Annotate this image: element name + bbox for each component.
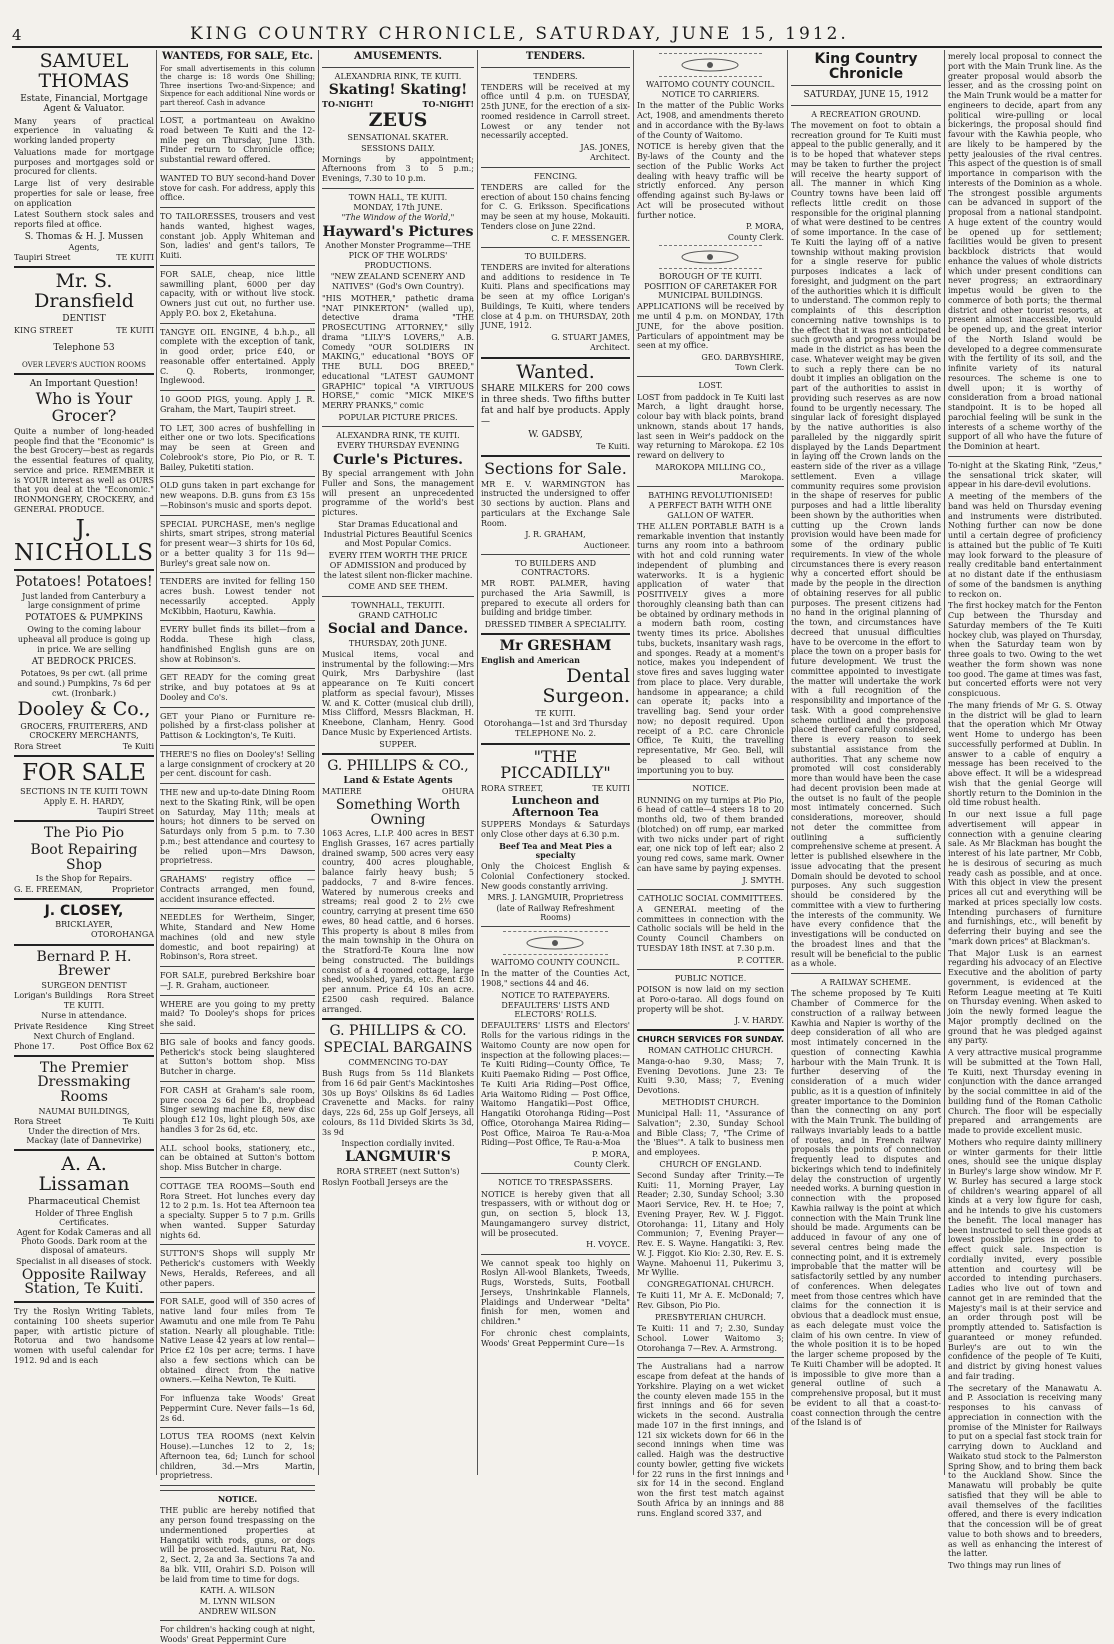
bath-heading: BATHING REVOLUTIONISED!: [648, 491, 773, 501]
wcc-heading: DEFAULTERS' LISTS AND ELECTORS' ROLLS.: [501, 1000, 610, 1020]
trespass-heading: NOTICE TO TRESPASSERS.: [498, 1178, 613, 1188]
sections-signature: J. R. GRAHAM,: [525, 530, 586, 540]
ad-divider: [160, 390, 315, 391]
carriers-text: NOTICE is hereby given that the By-laws of the County and the section of the Public Works Act dealing with heavy traffic will be strictly enforced. Any person offending against such By-laws or Act will be prosecuted without further notice.: [637, 142, 784, 220]
piopio-proprietor-label: Proprietor: [111, 884, 154, 894]
piopio-title: The Pio Pio: [43, 825, 125, 842]
social-supper: SUPPER.: [379, 739, 417, 749]
classified-ad: GET your Piano or Furniture re-polished by a first-class polisher at Pattison & Lockington's, Te Kuiti.: [160, 711, 315, 741]
lost-heading: LOST.: [698, 381, 723, 391]
column-rule: [318, 50, 319, 1475]
closey-subtitle: BRICKLAYER,: [55, 920, 113, 930]
wcc-title: WAITOMO COUNTY COUNCIL.: [490, 958, 621, 968]
phillips-location: MATIERE: [322, 786, 362, 796]
brewer-title: Bernard P. H. Brewer: [36, 948, 132, 980]
ad-divider: [160, 169, 315, 170]
hayward-text: "HIS MOTHER," pathetic drama "NAT PINKERTON" (walled up), detective drama "THE PROSECUTING ATTORNEY," silly drama "LILY'S LOVERS," A.B. Comedy "OUR SOLDIERS IN MAKING," educational "BOYS OF THE BULL DOG BREED," educational "LATEST GAUMONT GRAPHIC" topical "A VIRTUOUS HORSE," comic "MICK MIKE'S MERRY PRANKS," comic: [322, 293, 474, 411]
recreation-text: The movement on foot to obtain a recreation ground for Te Kuiti must appeal to the public generally, and it is to be hoped that whatever steps may be taken to further the project will receive the hearty support of all. The manner in which King Country towns have been laid off reflects little credit on those responsible for the original planning of what were destined to be centres of some importance. In the case of Te Kuiti the laying off of a native township without making provision for a single reserve for public purposes indicates a lack of foresight, and judgment on the part of the authorities which it is difficult to understand. The common reply to complaints of this description concerning native townships is to the effect that it was not anticipated such growth and progress would be made in the district as has been the case. Whatever weight may be given to such a reply there can be no doubt it implies an obligation on the part of the authorities to assist in providing such reserves as are now found to be urgently necessary. The singular lack of foresight displayed by the native authorities is also paralleled by the niggardly spirit displayed by the Lands Department in laying off the Crown lands on the eastern side of the river as a village settlement. Even a village community requires some provision in the shape of reserves for public purposes and had a little liberality been shown by the authorities when cutting up the Crown lands provision would have been made for some of the ordinary public requirements. In view of the whole circumstances there is every reason why a concerted effort should be made by the people in the direction of obtaining reserves for all public purposes. The present citizens had no hand in the original planning of the town, and circumstances have decreed that unusual difficulties have to be overcome in the effort to place the town on a proper basis for future development. We trust the committee appointed to investigate the matter will undertake the work with a full recognition of the responsibility and importance of the task. With a good comprehensive scheme outlined and the proposal placed thereof carefully considered, there is every reason to seek substantial assistance from the authorities. That any scheme now promoted will cost considerably more than would have been the case had decent provision been made at the outset is no fault of the people most intimately concerned. Such considerations, moreover, should not deter the committee from outlining a sufficiently comprehensive scheme at present. A letter is published elsewhere in the issue advocating that the present Domain should be devoted to school purposes. Any such suggestion should be considered by the committee with a view to furthering the interests of the community. We have every confidence that the investigations will be conducted on the broadest lines and that the result will be beneficial to the public as a whole.: [791, 120, 941, 969]
phillips-subtitle: Land & Estate Agents: [343, 775, 453, 786]
forsale-agent-street: Taupiri Street: [97, 807, 154, 817]
column-rule: [633, 50, 634, 1475]
rink-tonight: TO-NIGHT!: [422, 99, 474, 110]
premier-management: Under the direction of Mrs. Mackay (late of Dannevirke): [26, 1127, 142, 1146]
column-7: [948, 50, 1102, 1570]
langmuir-title: LANGMUIR'S: [345, 1149, 451, 1166]
classified-ad: THE new and up-to-date Dining Room next to the Skating Rink, will be open on Saturday, May 11th; meals at hours; hot dinners to be served on Saturdays only from 5 p.m. to 7.30 p.m.; best attendance and courtesy to be relied upon—Mrs Dawson, proprietress.: [160, 788, 315, 866]
notice-heading: NOTICE.: [692, 784, 729, 794]
ad-divider: [160, 620, 315, 621]
ad-divider: [160, 1033, 315, 1034]
church-rc-heading: ROMAN CATHOLIC CHURCH.: [647, 1045, 774, 1055]
brewer-residence-note: Next Church of England.: [33, 1031, 135, 1041]
ad-divider: [160, 1427, 315, 1428]
piccadilly-specialty: Beef Tea and Meat Pies a specialty: [499, 840, 612, 861]
ad-divider: [160, 1081, 315, 1082]
ad-divider: [160, 1389, 315, 1390]
classified-ad: WANTED TO BUY second-hand Dover stove for cash. For address, apply this office.: [160, 173, 315, 203]
potatoes-text: Owing to the coming labour upheaval all produce is going up in price. We are selling: [17, 625, 151, 654]
gresham-subtitle: English and American: [481, 655, 580, 666]
classified-ad: WHERE are you going to my pretty maid? To Dooley's shops for prices she said.: [160, 999, 315, 1029]
borough-seal-icon: [659, 245, 762, 269]
wanted-text: SHARE MILKERS for 200 cows in three sheds. Two fifths butter fat and half bye products. Apply—: [481, 384, 630, 428]
tender1-text: TENDERS will be received at my office until 4 p.m. on TUESDAY, 25th JUNE, for the erection of a six-roomed residence in Carroll street. Lowest or any tender not necessarily accepted.: [481, 82, 630, 141]
cricket-text: The Australians had a narrow escape from defeat at the hands of Yorkshire. Playing on a wet wicket the county eleven made 155 in the first innings and 66 for seven wickets in the second. Australia made 107 in the first innings, and 121 six wickets down for 66 in the second innings when time was called. Haigh was the destructive county bowler, getting five wickets for 22 runs in the first innings and six for 14 in the second. England won the first test match against South Africa by an innings and 88 runs. England scored 337, and: [637, 1362, 784, 1518]
phillips-text: 1063 Acres, L.I.P. 400 acres in BEST English Grasses, 167 acres partially drained swamp, 500 acres very easy country, 400 acres ploughable, balance fairly heavy bush; 5 paddocks, 7 and 8-wire fences. Watered by numerous creeks and streams; real good 2 to 2½ cwe country, carrying at present time 650 ewes, 80 head cattle, and 6 horses. This property is about 8 miles from the main township in the Ohura on the Stratford-Te Koura line now being constructed. The buildings consist of a 4 roomed cottage, large shed, woolshed, yards, etc. Rent £30 per annum. Price £4 10s an acre. £2500 cash required. Balance arranged.: [322, 829, 474, 1014]
bath-subheading: A PERFECT BATH WITH ONE GALLON OF WATER.: [649, 501, 772, 520]
potatoes-text: Potatoes, 9s per cwt. (all prime and sound.) Pumpkins, 7s 6d per cwt. (Ironbark.): [17, 669, 151, 698]
carriers-text: In the matter of the Public Works Act, 1908, and amendments thereto and in accordance with the By-laws of the County of Waitomo.: [637, 101, 784, 140]
notice-heading: NOTICE.: [217, 1494, 258, 1505]
county-seal-icon: [503, 931, 607, 955]
ad-divider: [160, 870, 315, 871]
social-title: Social and Dance.: [327, 621, 469, 637]
gresham-location: TE KUITI.: [535, 709, 576, 719]
public-notice-signature: J. V. HARDY.: [734, 1016, 784, 1026]
classified-ad: ALL school books, stationery, etc., can be obtained at Sutton's bottom shop. Miss Butcher in charge.: [160, 1143, 315, 1173]
bargains-text: Bush Rugs from 5s 11d Blankets from 16 6d pair Gent's Mackintoshes 30s up Boys' Oilskins 8s 6d Ladies Cravenette and Macks. for rainy days, 22s 6d, 25s up Golf Jerseys, all colours, 8s 11d Divided Skirts 3s 3d, 3s 9d: [322, 1069, 474, 1137]
ad-divider: [160, 419, 315, 420]
caretaker-text: APPLICATIONS will be received by me until 4 p.m. on MONDAY, 17th JUNE, for the above position. Particulars of appointment may be seen at my office.: [637, 302, 784, 351]
roslyn-text: We cannot speak too highly on Roslyn All-wool Blankets, Tweeds, Rugs, Worsteds, Suits, Football Jerseys, Unshrinkable Flannels, Plaidings and Underwear "Delta" finish for men, women and children.": [481, 1258, 630, 1327]
phillips2-title: G. PHILLIPS & CO.: [329, 1023, 467, 1040]
lissaman-location: Opposite Railway Station, Te Kuiti.: [21, 1266, 147, 1298]
church-methodist-heading: METHODIST CHURCH.: [661, 1097, 760, 1107]
hall-quote: "The Window of the World,": [341, 213, 455, 223]
fencing-text: TENDERS are called for the erection of about 150 chains fencing for C. G. Eriksson. Specifications may be seen at my house, Mokauiti. Tenders close on June 22nd.: [481, 182, 630, 231]
langmuir-text: Roslyn Football Jerseys are the: [322, 1178, 448, 1188]
thomas-text: Many years of practical experience in valuating & working landed property: [14, 116, 154, 146]
thomas-signature: S. Thomas & H. J. Mussen: [24, 231, 144, 242]
hall-date: MONDAY, 17th JUNE.: [353, 203, 443, 213]
rink-title: Skating! Skating!: [328, 81, 468, 98]
classified-ad: 10 GOOD PIGS, young. Apply J. R. Graham, the Mart, Taupiri street.: [160, 395, 315, 414]
church-presbyterian-text: Te Kuiti: 11 and 7; 2.30, Sunday School. Lower Waitomo 3; Otorohanga 7—Rev. A. Armstrong.: [637, 1324, 784, 1353]
running-head: KING COUNTRY CHRONICLE, SATURDAY, JUNE 15, 1912.: [190, 24, 849, 44]
curle-text: COME AND SEE THEM.: [348, 582, 448, 592]
notice-signature: J. SMYTH.: [742, 875, 784, 885]
classified-ad: BIG sale of books and fancy goods. Petherick's stock being slaughtered at Sutton's bottom shop. Miss Butcher in charge.: [160, 1037, 315, 1077]
classified-ad: TENDERS are invited for felling 150 acres bush. Lowest tender not necessarily accepted. Apply McKibbin, Haoturu, Kawhia.: [160, 577, 315, 616]
classified-ad: GRAHAMS' registry office — Contracts arranged, men found, accident insurance effected.: [160, 875, 315, 904]
wcc-signature-title: County Clerk.: [573, 1160, 630, 1170]
sections-text: MR E. V. WARMINGTON has instructed the undersigned to offer 30 sections by auction. Plans and particulars at the Exchange Sale Room.: [481, 479, 630, 528]
catholic-signature: P. COTTER.: [737, 955, 784, 965]
ad-divider: [160, 207, 315, 208]
column-3: [322, 50, 474, 1475]
column-4: [481, 50, 630, 1475]
premier-town: Te Kuiti: [122, 1117, 154, 1126]
gresham-heading: Dental Surgeon.: [542, 665, 630, 708]
ad-divider: [160, 265, 315, 266]
phillips-location: OHURA: [441, 786, 474, 796]
ad-divider: [160, 323, 315, 324]
borough-title: BOROUGH OF TE KUITI.: [659, 271, 762, 281]
tender1-signature-title: Architect.: [590, 153, 630, 163]
gresham-title: Mr GRESHAM: [499, 638, 612, 655]
church-methodist-text: Municipal Hall: 11, "Assurance of Salvation"; 2.30, Sunday School and Bible Class; 7, "The Crime of the 'Blues'". A talk to business men and employees.: [637, 1109, 784, 1157]
brewer-residence-street: King Street: [107, 1021, 154, 1031]
classified-ad: NEEDLES for Wertheim, Singer, White, Standard and New Home machines (old and new style domestic, and boot repairing) at Robinson's, Rora street.: [160, 913, 315, 962]
church-rc-text: Manga-o-hao 9.30, Mass; 7, Evening Devotions. June 23: Te Kuiti 9.30, Mass; 7, Evening Devotions.: [637, 1056, 784, 1096]
ad-divider: [160, 908, 315, 909]
ad-divider: [160, 668, 315, 669]
carriers-heading: NOTICE TO CARRIERS.: [661, 90, 760, 100]
church-presbyterian-heading: PRESBYTERIAN CHURCH.: [655, 1312, 766, 1322]
rosslyn-text: Try the Roslyn Writing Tablets, containing 100 sheets superior paper, with artistic picture of Rotorua and two handsome women with useful calendar for 1912. 9d and is each: [14, 1307, 154, 1365]
lissaman-text: Agent for Kodak Cameras and all Photo Goods. Dark room at the disposal of amateurs.: [16, 1227, 152, 1256]
gresham-days: Otorohanga—1st and 3rd Thursday: [483, 719, 628, 729]
hayward-title: Hayward's Pictures: [322, 223, 474, 240]
classified-ad: COTTAGE TEA ROOMS—South end Rora Street. Hot lunches every day 12 to 2 p.m. 1s. Hot tea Afternoon tea a specialty. Supper 5 to 7 p.m. Grills when wanted. Supper Saturday nights 6d.: [160, 1181, 315, 1240]
classified-ad: TO TAILORESSES, trousers and vest hands wanted, highest wages, constant job. Apply Whiteman and Son, ladies' and gent's tailors, Te Kuiti.: [160, 212, 315, 261]
notice-signature: ANDREW WILSON: [198, 1606, 277, 1616]
local-note: To-night at the Skating Rink, "Zeus," the sensational trick skater, will appear in his dare-devil evolutions.: [948, 460, 1102, 490]
column-2: [160, 50, 315, 1644]
railway-heading: A RAILWAY SCHEME.: [821, 978, 911, 988]
brewer-nurse: Nurse in attendance.: [41, 1011, 127, 1021]
tender1-heading: TENDERS.: [533, 71, 578, 81]
gresham-telephone: TELEPHONE No. 2.: [514, 729, 597, 739]
trespass-signature: H. VOYCE.: [586, 1240, 630, 1250]
potatoes-title: Potatoes! Potatoes!: [15, 573, 153, 590]
classified-ad: FOR CASH at Graham's sale room, pure cocoa 2s 6d per lb., dropbead Singer sewing machine £8, new disc plough £12 10s, light plough 50s, axe handles 3 for 2s 6d, etc.: [160, 1085, 315, 1134]
thomas-agents: Agents,: [68, 243, 100, 253]
phillips-heading: Something Worth Owning: [335, 796, 461, 828]
nicholls-title: J. NICHOLLS: [14, 515, 155, 566]
builders-signature-title: Architect.: [590, 343, 630, 353]
langmuir-location: RORA STREET (next Sutton's): [336, 1167, 460, 1177]
sections-title: Sections for Sale.: [484, 458, 627, 478]
dooley-subtitle: GROCERS, FRUITERERS, AND CROCKERY MERCHANTS,: [20, 722, 148, 741]
zeus-subtitle: SENSATIONAL SKATER.: [347, 133, 449, 143]
classified-ad: TANGYE OIL ENGINE, 4 b.h.p., all complete with the exception of tank, in good order, price £40, or reasonable offer entertained. Apply C. Q. Roberts, ironmonger, Inglewood.: [160, 327, 315, 386]
thomas-text: Valuations made for mortgage purposes and mortgages sold or procured for clients.: [14, 147, 154, 177]
notice-signature: KATH. A. WILSON: [200, 1586, 275, 1596]
column-1: [14, 50, 154, 1475]
roslyn-text: For chronic chest complaints, Woods' Great Peppermint Cure—1s: [481, 1328, 630, 1348]
premier-title: The Premier Dressmaking Rooms: [37, 1059, 131, 1106]
rink-location: ALEXANDRIA RINK, TE KUITI.: [334, 71, 462, 81]
amusements-heading: AMUSEMENTS.: [353, 51, 442, 62]
bargains-invite: Inspection cordially invited.: [341, 1139, 455, 1149]
dransfield-title: Mr. S. Dransfield: [34, 270, 134, 313]
carriers-signature-title: County Clerk.: [727, 232, 784, 242]
classified-ad: LOTUS TEA ROOMS (next Kelvin House).—Lunches 12 to 2, 1s; Afternoon tea, 6d; Lunch for school children, 3d.—Mrs Martin, proprietress.: [160, 1432, 315, 1481]
column-rule: [156, 50, 157, 1475]
page-number: 4: [12, 26, 22, 44]
thomas-subtitle: Estate, Financial, Mortgage Agent & Valuator.: [20, 93, 148, 115]
tender1-signature: JAS. JONES,: [580, 143, 630, 153]
local-note: Two things may run lines of: [948, 1561, 1061, 1570]
curle-title: Curle's Pictures.: [332, 451, 464, 468]
zeus-title: ZEUS: [368, 109, 428, 132]
rink-tonight: TO-NIGHT!: [322, 99, 374, 110]
premier-subtitle: NAUMAI BUILDINGS,: [38, 1106, 130, 1116]
public-notice-text: POISON is now laid on my section at Poro-o-tarao. All dogs found on property will be shot.: [637, 985, 784, 1014]
ad-divider: [160, 1244, 315, 1245]
dooley-town: Te Kuiti: [122, 741, 154, 751]
wanted-title: Wanted.: [516, 360, 595, 383]
wanted-signature: W. GADSBY,: [528, 430, 583, 441]
curle-text: By special arrangement with John Fuller and Sons, the management will present an unprecedented programme of the world's best pictures.: [322, 469, 474, 518]
thomas-title: SAMUEL THOMAS: [38, 50, 130, 92]
ad-divider: [160, 1292, 315, 1293]
piccadilly-text: SUPPERS Mondays & Saturdays only Close other days at 6.30 p.m.: [481, 820, 630, 840]
piccadilly-signature-note: (late of Railway Refreshment Rooms): [496, 903, 615, 922]
dransfield-note: OVER LEVER'S AUCTION ROOMS: [22, 360, 146, 369]
classified-ad: THERE'S no flies on Dooley's! Selling a large consignment of crockery at 20 per cent. discount for cash.: [160, 749, 315, 779]
zeus-times: Mornings by appointment; Afternoons from 3 to 5 p.m.; Evenings, 7.30 to 10 p.m.: [322, 154, 474, 184]
wanted-town: Te Kuiti.: [596, 441, 630, 451]
ad-divider: [160, 1177, 315, 1178]
wcc-text: In the matter of the Counties Act, 1908," sections 44 and 46.: [481, 969, 630, 988]
church-congregational-text: Te Kuiti 11, Mr A. E. McDonald; 7, Rev. Gibson, Pio Pio.: [637, 1291, 784, 1311]
dransfield-street: KING STREET: [14, 325, 73, 335]
classified-ad: FOR SALE, purebred Berkshire boar—J. R. Graham, auctioneer.: [160, 971, 315, 990]
piccadilly-text: Only the Choicest English & Colonial Confectionery stocked. New goods constantly arriving.: [481, 862, 630, 891]
piccadilly-subtitle: Luncheon and Afternoon Tea: [511, 794, 600, 819]
wcc-title: WAITOMO COUNTY COUNCIL.: [645, 80, 776, 89]
wcc-heading: NOTICE TO RATEPAYERS.: [501, 990, 610, 1000]
bargains-title: SPECIAL BARGAINS: [323, 1040, 473, 1057]
ad-divider: [160, 783, 315, 784]
ad-divider: [160, 572, 315, 573]
notice-signature: M. LYNN WILSON: [199, 1596, 276, 1606]
premier-street: Rora Street: [14, 1117, 62, 1126]
ad-divider: [160, 966, 315, 967]
sections-signature-title: Auctioneer.: [583, 540, 630, 550]
potatoes-text: Just landed from Canterbury a large consignment of prime: [22, 591, 146, 611]
top-rule: [12, 46, 1102, 48]
classified-ad: FOR SALE, good will of 350 acres of native land four miles from Te Awamutu and one mile from Te Pahu station. Nearly all ploughable. Title: Native Lease 42 years at low rental—Price £2 10s per acre; terms. I have also a few sections which can be obtained direct from the native owners.—Keiha Newton, Te Kuiti.: [160, 1297, 315, 1385]
closey-title: J. CLOSEY,: [44, 902, 124, 919]
thomas-text: Large list of very desirable properties for sale or lease, free on application: [14, 179, 154, 208]
tenders-heading: TENDERS.: [525, 51, 586, 62]
fencing-signature: C. F. MESSENGER.: [551, 233, 630, 243]
forsale-agent: Apply E. H. HARDY,: [43, 796, 125, 806]
hayward-text: "NEW ZEALAND SCENERY AND NATIVES" (God's Own Country).: [330, 272, 466, 292]
grocer-intro: An Important Question!: [29, 378, 139, 389]
masthead: [0, 0, 1114, 44]
forsale-text: SECTIONS IN TE KUITI TOWN: [20, 786, 148, 796]
closey-town: OTOROHANGA: [91, 930, 154, 940]
fencing-heading: FENCING.: [533, 171, 578, 181]
forsale-title: FOR SALE: [22, 759, 146, 786]
hall2-subtitle: GRAND CATHOLIC: [358, 610, 438, 620]
lost-signature-town: Marokopa.: [740, 473, 784, 483]
local-note: A very attractive musical programme will be submitted at the Town Hall, Te Kuiti, next Thursday evening in conjunction with the dance arranged by the social committee in aid of the building fund of the Roman Catholic Church. The floor will be especially prepared and arrangements are made to provide excellent music.: [948, 1048, 1102, 1135]
brewer-phone: Phone 17.: [14, 1041, 55, 1051]
contractors-tagline: DRESSED TIMBER A SPECIALITY.: [484, 620, 627, 630]
railway-text: The scheme proposed by Te Kuiti Chamber of Commerce for the construction of a railway between Kawhia and Napier is worthy of the deep consideration of all who are most intimately concerned in the question of connecting Kawhia harbour with the Main Trunk. It is further deserving of the consideration of a much wider public, as it is a question of infinitely greater importance to the Dominion than the connecting on any port with the Main Trunk. The building of railways invariably leads to a battle of routes, and in French railway proposals the points of connection frequently lead to disputes and bickerings which tend to indefinitely delay the construction of urgently needed works. A burning question in connection with the proposed Kawhia railway is the point at which connection with the Main Trunk line should be made. Arguments can be adduced in favour of any one of several centres being made the connecting point, and it is extremely improbable that the matter will be satisfactorily settled by any number of conferences. When delegates meet from those centres which have claims for the connection it is obvious that a deadlock must ensue, as each delegate must voice the claim of his own centre. In view of the whole position it is to be hoped the larger scheme proposed by the Te Kuiti Chamber will be adopted. It is impossible to give more than a general outline of such a comprehensive proposal, but it must be evident to all that a coast-to-coast connection through the centre of the Island is of: [791, 989, 942, 1428]
brewer-street: Rora Street: [106, 991, 154, 1001]
piopio-subtitle: Is the Shop for Repairs.: [35, 874, 133, 884]
editorial-date: SATURDAY, JUNE 15, 1912: [803, 90, 929, 101]
brewer-box: Post Office Box 62: [79, 1041, 154, 1051]
ad-divider: [160, 1139, 315, 1140]
dransfield-telephone: Telephone 53: [53, 342, 115, 353]
brewer-subtitle: SURGEON DENTIST: [41, 981, 127, 990]
phillips-title: G. PHILLIPS & CO.,: [327, 757, 469, 774]
builders-signature: G. STUART JAMES,: [551, 333, 630, 343]
wanteds-heading: WANTEDS, FOR SALE, Etc.: [161, 51, 314, 62]
local-note: Mothers who require dainty millinery or winter garments for their little ones, should see the unique display in Burley's large show window. Mr F. W. Burley has secured a large stock of children's wearing apparel of all kinds at a very low figure for cash, and he intends to give his customers the benefit. The local manager has been instructed to sell these goods at lowest possible prices in order to effect quick sale. Inspection is cordially invited, every possible attention and courtesy will be accorded to intending purchasers. Ladies who live out of town and cannot get in are reminded that the Majesty's mail is at their service and an order through post will be promptly attended to. Satisfaction is guaranteed or money refunded. Burley's are out to win the confidence of the people of Te Kuiti, and district by giving honest values and fair trading.: [948, 1137, 1102, 1381]
county-seal-icon: [659, 53, 762, 77]
classified-ad: EVERY bullet finds its billet—from a Rodda. These high class, handfinished English guns are on show at Robinson's.: [160, 625, 315, 664]
editorial-continued: merely local proposal to connect the port with the Main Trunk line. As the greater proposal would absorb the lesser, and as the crossing point on the Main Trunk would be a matter for engineers to decide, apart from any political wire-pulling or local bickerings, the proposal should find favour with the Kawhia people, who are likely to be hampered by the petty jealousies of the rival centres. This aspect of the question is of small importance in comparison with the interests of the Dominion as a whole. The strongest possible arguments can be advanced in support of the proposal from a national standpoint. A huge extent of the country would be opened up for settlement; facilities would be given to present backblock districts that would enhance the values of whole districts which under present conditions can never progress; an extraordinary impetus would be given to the commerce of both ports; the thermal district and other tourist resorts, at present almost inaccessible, would be opened up, and the great interior of the North Island would be developed to a degree commensurate with the fertility of its soil, and the infinite variety of its natural resources. The scheme is one to dwell upon; it is worthy of consideration from a broad national standpoint. It is to be hoped all parochial feeling will be sunk in the interests of a scheme worthy of the support of all who have the future of the Dominion at heart.: [948, 52, 1102, 451]
local-note: The many friends of Mr G. S. Otway in the district will be glad to learn that the operation which Mr Otway went Home to undergo has been successfully performed at Dublin. In answer to a cable of enquiry a message has been received to the above effect. It will be a widespread wish that the genial George will shortly return to the Dominion in the old time robust health.: [948, 700, 1102, 808]
cough-text: For children's hacking cough at night, Woods' Great Peppermint Cure: [160, 1624, 315, 1644]
local-note: A meeting of the members of the band was held on Thursday evening and instruments were distributed. Nothing further can now be done until a certain degree of proficiency is attained but the public of Te Kuiti may look forward to the pleasure of really creditable band entertainment at no distant date if the enthusiasm of some of the bandsmen is anything to reckon on.: [948, 492, 1102, 599]
piccadilly-title: "THE PICCADILLY": [500, 746, 611, 783]
piccadilly-town: TE KUITI: [592, 784, 630, 794]
curle-text: EVERY ITEM WORTH THE PRICE OF ADMISSION and produced by the latest silent non-flicker machine.: [323, 551, 473, 580]
potatoes-heading: POTATOES & PUMPKINS: [25, 613, 143, 624]
column-5: [637, 50, 784, 1518]
brewer-town: TE KUITI.: [63, 1001, 105, 1011]
piccadilly-signature: MRS. J. LANGMUIR, Proprietress: [487, 893, 624, 903]
ad-divider: [160, 515, 315, 516]
column-6: [791, 50, 941, 1475]
lissaman-title: A. A. Lissaman: [38, 1153, 130, 1196]
rink2-when: EVERY THURSDAY EVENING: [336, 441, 460, 451]
thomas-street: Taupiri Street: [14, 253, 71, 263]
classified-ad: For influenza take Woods' Great Peppermint Cure. Never fails—1s 6d, 2s 6d.: [160, 1394, 315, 1423]
church-england-heading: CHURCH OF ENGLAND.: [659, 1159, 762, 1169]
local-note: In our next issue a full page advertisement will appear in connection with a genuine clearing sale. As Mr Blackman has bought the interest of his late partner, Mr Cobb, he is desirous of securing as much ready cash as possible, and at once. With this object in view the present prices all cut and everything will be marked at prices specially low costs. Intending purchasers of furniture and furnishings, etc., will benefit by deferring their buying and see the "mark down prices" at Blackman's.: [948, 810, 1102, 946]
church-england-text: Second Sunday after Trinity.—Te Kuiti: 11, Morning Prayer, Lay Reader; 2.30, Sunday School; 3.30 Maori Service, Rev. H. te Hoe; 7, Evening Prayer, Rev. W. J. Figgot. Otorohanga: 11, Litany and Holy Communion; 7, Evening Prayer—Rev. E. S. Wayne. Hangatiki: 3, Rev. W. J. Figgot. Kio Kio: 2.30, Rev. E. S. Wayne. Mahoenui 11, Pukerimu 3, Mr Wyllie.: [637, 1170, 784, 1278]
ad-divider: [160, 476, 315, 477]
grocer-text: Quite a number of long-headed people find that the "Economic" is the best Grocery—best as regards the essential features of quality, service and price. REMEMBER it is YOUR interest as well as OURS that you deal at the "Economic." IRONMONGERY, CROCKERY, and GENERAL PRODUCE.: [14, 426, 154, 514]
dransfield-town: TE KUITI: [116, 325, 154, 335]
public-notice-heading: PUBLIC NOTICE.: [674, 973, 747, 983]
grocer-title: Who is Your Grocer?: [35, 389, 133, 426]
dooley-street: Rora Street: [14, 741, 62, 751]
classified-ad: SUTTON'S Shops will supply Mr Petherick's customers with Weekly News, Heralds, Referees, and all other papers.: [160, 1249, 315, 1288]
hall-location: TOWN HALL, TE KUITI.: [348, 192, 448, 202]
thomas-town: TE KUITI: [116, 253, 154, 263]
trespass-text: NOTICE is hereby given that all trespassers, with or without dog or gun, on section 5, block 13, Maungamangero survey district, will be prosecuted.: [481, 1189, 630, 1238]
dransfield-subtitle: DENTIST: [62, 314, 106, 325]
wcc-text: DEFAULTERS' LISTS and Electors' Rolls for the various ridings in the Waitomo County are now open for inspection at the following places:— Te Kuiti Riding—County Office, Te Kuiti Paemako Riding — Post Office, Te Kuiti Aria Riding—Post Office, Aria Waitomo Riding — Post Office, Waitomo Hangatiki—Post Office, Hangatiki Otorohanga Riding—Post Office, Otorohanga Mairea Riding—Post Office, Mairoa Te Rau-a-Moa Riding—Post Office, Te Rau-a-Moa: [481, 1021, 630, 1148]
catholic-text: A GENERAL meeting of the committees in connection with the Catholic socials will be held in the County Council Chambers on TUESDAY 18th INST. at 7.30 p.m.: [637, 904, 784, 953]
local-note: That Major Lusk is an earnest regarding his advocacy of an Elective Executive and the abolition of party government, is evidenced at the Reform League meeting at Te Kuiti on Thursday evening. When asked to join the newly formed league the Major promptly declined on the ground that he was pledged against any party.: [948, 948, 1102, 1046]
wcc-signature: P. MORA,: [592, 1150, 630, 1160]
lissaman-text: Specialist in all diseases of stock.: [16, 1256, 152, 1266]
dooley-title: Dooley & Co.,: [17, 698, 151, 721]
notice-text: RUNNING on my turnips at Pio Pio, 6 head of cattle—4 steers 18 to 20 months old, two of them branded (blotched) on off rump, ear marked with two nicks under part of right ear, one nick top of left ear; also 2 young red cows, same mark. Owner can have same by paying expenses.: [637, 795, 784, 873]
builders-heading: TO BUILDERS.: [524, 251, 587, 261]
thomas-text: Latest Southern stock sales and reports filed at office.: [14, 210, 154, 230]
editorial-masthead: King Country Chronicle: [814, 51, 918, 82]
classified-ad: SPECIAL PURCHASE, men's neglige shirts, smart stripes, strong material for present wear—3 shirts for 10s 6d, or a better quality 3 for 11s 9d—Burley's great sale now on.: [160, 519, 315, 568]
hall2-location: TOWNHALL, TEKUITI.: [351, 600, 445, 610]
column-rule: [477, 50, 478, 1475]
classified-ad: TO LET, 300 acres of bushfelling in either one or two lots. Specifications may be seen at Green and Colebrook's store, Pio Pio, or R. T. Bailey, Puketiti station.: [160, 423, 315, 472]
lost-text: LOST from paddock in Te Kuiti last March, a light draught horse, colour bay with black points, brand unknown, stands about 17 hands, last seen in Weir's paddock on the way returning to Marokopa. £2 10s reward on delivery to: [637, 392, 784, 461]
brewer-residence: Private Residence: [14, 1021, 88, 1031]
lissaman-text: Holder of Three English Certificates.: [35, 1208, 133, 1227]
church-heading: CHURCH SERVICES FOR SUNDAY.: [637, 1035, 784, 1045]
contractors-heading: TO BUILDERS AND CONTRACTORS.: [514, 558, 597, 577]
brewer-building: Lorigan's Buildings: [14, 991, 93, 1001]
catholic-heading: CATHOLIC SOCIAL COMMITTEES.: [638, 893, 783, 903]
builders-text: TENDERS are invited for alterations and additions to residence in Te Kuiti. Plans and specifications may be seen at my office Lorigan's Buildings, Te Kuiti, where tenders close at 4 p.m. on THURSDAY, 20th JUNE, 1912.: [481, 262, 630, 331]
classified-ad: LOST, a portmanteau on Awakino road between Te Kuiti and the 12-mile peg on Thursday, June 13th. Finder return to Chronicle office; substantial reward offered.: [160, 116, 315, 165]
carriers-signature: P. MORA,: [746, 222, 784, 232]
bargains-subtitle: COMMENCING TO-DAY: [348, 1057, 448, 1067]
ad-divider: [160, 745, 315, 746]
piopio-title-2: Boot Repairing Shop: [30, 842, 138, 873]
hayward-prices: POPULAR PICTURE PRICES.: [338, 412, 458, 422]
ad-divider: [160, 995, 315, 996]
zeus-sessions: SESSIONS DAILY.: [361, 143, 435, 153]
column-rule: [944, 50, 945, 1475]
ad-divider: [160, 1485, 315, 1486]
wanteds-rates: For small advertisements in this column the charge is: 18 words One Shilling; Three insertions Two-and-Sixpence; and Sixpence for each additional Nine words or part thereof. Cash in advance: [160, 64, 315, 107]
local-note: The secretary of the Manawatu A. and P. Association is receiving many responses to his canvass of appreciation in connection with the promise of the Minister for Railways to put on a special fast stock train for carrying down to Auckland and Waikato stud stock to the Palmerston Spring Show, and to bring them back to the Auckland Show. Since the Manawatu will probably be quite satisfied that they will be able to avail themselves of the facilities offered, and there is every indication that the concession will be of great value to both shows and to breeders, as well as enhancing the interest of the latter.: [948, 1383, 1102, 1559]
caretaker-heading: POSITION OF CARETAKER FOR MUNICIPAL BUILDINGS.: [644, 281, 777, 301]
ad-divider: [160, 707, 315, 708]
social-text: Musical items, vocal and instrumental by the following:—Mrs Quirk, Mrs Darbyshire (last appearance on Te Kuiti concert platform as special favour), Misses W. and K. Cotter (musical club drill), Miss Clifford, Messrs Blackman, H. Kneebone, Clanham, Henry. Good Dance Music by Experienced Artists.: [322, 649, 474, 737]
social-date: THURSDAY, 20th JUNE.: [348, 638, 448, 648]
bath-text: THE ALLEN PORTABLE BATH is a remarkable invention that instantly turns any room into a bathroom with hot and cold running water independent of plumbing and waterworks. It is a hygienic application of water that POSITIVELY gives a more thoroughly cleansing bath than can be obtained by ordinary methods in a modern bath room, costing twenty times its price. Abolishes tubs, buckets, insanitary wash rags, and sponges. Ready at a moment's notice, makes you independent of stove fires and saves lugging water from place to place. Very durable, handsome in appearance; a child can operate it; packs into a travelling bag. Send your order now; no deposit required. Upon receipt of a P.C. care Chronicle Office, Te Kuiti, the travelling representative, Mr Geo. Bell, will be pleased to call without importuning you to buy.: [637, 521, 784, 775]
piccadilly-street: RORA STREET,: [481, 784, 544, 794]
lost-signature: MAROKOPA MILLING CO.,: [655, 462, 766, 472]
curle-text: Star Dramas Educational and Industrial Pictures Beautiful Scenics and Most Popular Comics.: [323, 519, 473, 549]
hayward-text: Another Monster Programme—THE PICK OF THE WOLRDS' PRODUCTIONS.: [325, 241, 471, 270]
classified-ad: OLD guns taken in part exchange for new weapons. D.B. guns from £3 15s—Robinson's music and sports depot.: [160, 481, 315, 510]
contractors-text: MR ROBT. PALMER, having purchased the Aria Sawmill, is prepared to execute all orders for building and bridge timber.: [481, 579, 630, 618]
rink2-location: ALEXANDRA RINK, TE KUITI.: [336, 431, 460, 441]
classified-ads-list: [160, 116, 315, 1486]
classified-ad: GET READY for the coming great strike, and buy potatoes at 9s at Dooley and Co's.: [160, 673, 315, 702]
piopio-proprietor: G. E. FREEMAN,: [14, 884, 83, 894]
caretaker-signature: GEO. DARBYSHIRE,: [701, 353, 784, 363]
local-note: The first hockey match for the Fenton Cup between the Thursday and Saturday members of the Te Kuiti hockey club, was played on Thursday, when the Saturday team won by three goals to two. Owing to the wet weather the form shown was none too good. The game at times was fast, but concerted efforts were not very conspicuous.: [948, 601, 1102, 698]
potatoes-heading: AT BEDROCK PRICES.: [31, 656, 137, 667]
classified-ad: FOR SALE, cheap, nice little sawmilling plant, 6000 per day capacity, with or without live stock. Owners just cut out, no further use. Apply P.O. box 2, Eketahuna.: [160, 269, 315, 318]
recreation-heading: A RECREATION GROUND.: [811, 109, 921, 119]
caretaker-signature-title: Town Clerk.: [735, 363, 784, 373]
church-congregational-heading: CONGREGATIONAL CHURCH.: [647, 1280, 774, 1290]
notice-text: THE public are hereby notified that any person found trespassing on the undermentioned properties at Hangatiki with rods, guns, or dogs will be prosecuted. Hauturu Rat, No. 2, Sect. 2, 2a and 3a. Sections 7a and 8a blk. VIII, Orahiri S.D. Poison will be laid from time to time for dogs.: [160, 1506, 315, 1584]
lissaman-subtitle: Pharmaceutical Chemist: [28, 1197, 140, 1208]
column-rule: [787, 50, 788, 1475]
